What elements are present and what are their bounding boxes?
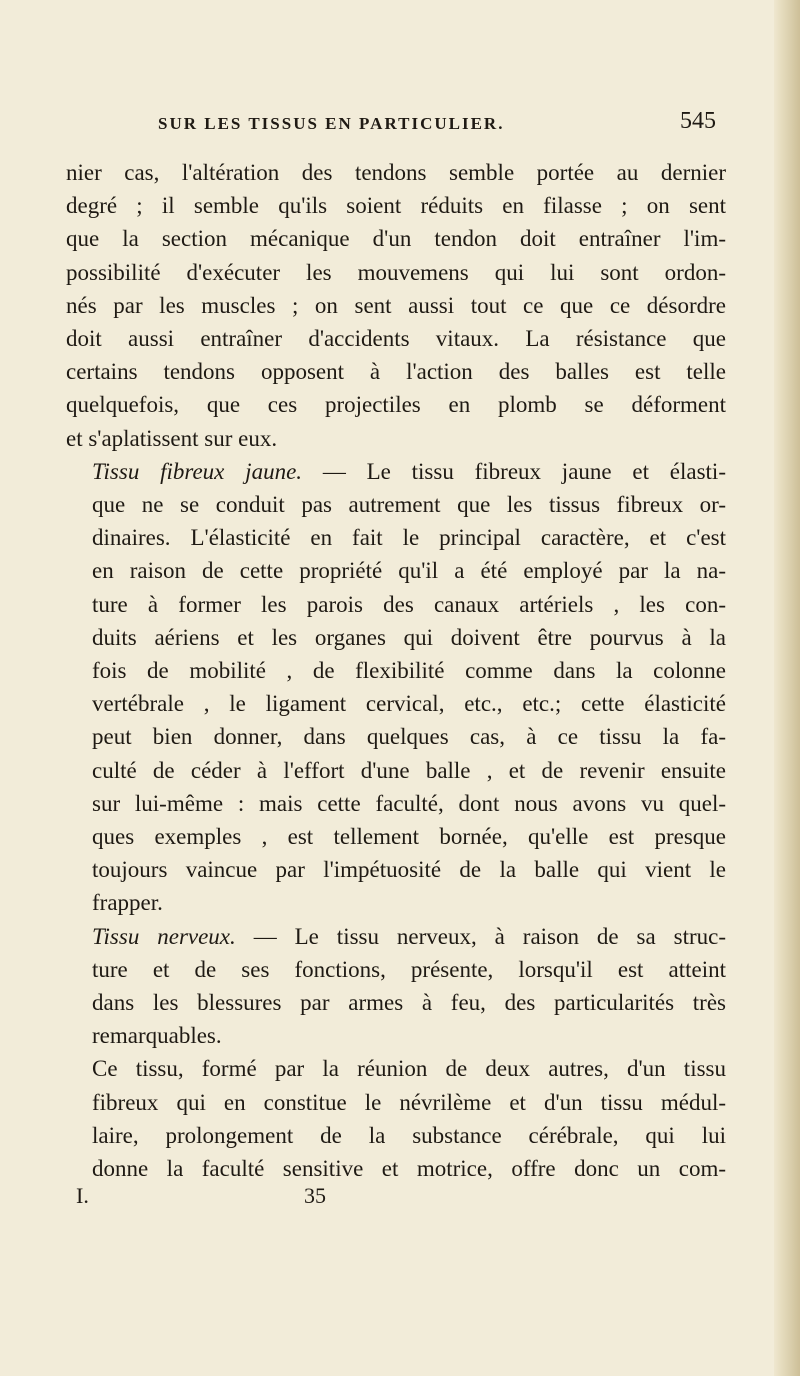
paragraph-tendons	[66, 156, 726, 455]
signature-mark: I.	[76, 1183, 89, 1209]
text-line: nés par les muscles ; on sent aussi tout ce que ce désordre	[66, 292, 726, 318]
paragraph-tissu-nerveux	[66, 920, 726, 1053]
text-line: quelquefois, que ces projectiles en plomb se déforment	[66, 392, 726, 418]
text-line: nier cas, l'altération des tendons semble portée au dernier	[66, 160, 726, 185]
page-number: 545	[680, 108, 716, 134]
text-line: toujours vaincue par l'impétuosité de la balle qui vient le	[92, 857, 726, 883]
paragraph-tissu-fibreux-jaune	[66, 455, 726, 920]
paragraph-ce-tissu	[66, 1052, 726, 1185]
page-edge	[774, 0, 800, 1376]
text-line: remarquables.	[92, 1023, 222, 1049]
text-line: possibilité d'exécuter les mouvemens qui lui sont ordon-	[66, 259, 726, 285]
text-line: duits aériens et les organes qui doivent être pourvus à la	[92, 624, 726, 650]
running-head-title: SUR LES TISSUS EN PARTICULIER.	[158, 114, 505, 133]
body-text	[66, 156, 726, 1185]
text-line: sur lui-même : mais cette faculté, dont nous avons vu quel-	[92, 790, 726, 816]
section-heading: Tissu nerveux.	[92, 923, 236, 949]
text-line: que la section mécanique d'un tendon doit entraîner l'im-	[66, 226, 726, 252]
text-line: dinaires. L'élasticité en fait le principal caractère, et c'est	[92, 525, 726, 551]
book-page	[66, 108, 726, 1217]
text-line: vertébrale , le ligament cervical, etc., etc.; cette élasticité	[92, 691, 726, 717]
text-line: ture et de ses fonctions, présente, lorsqu'il est atteint	[92, 956, 726, 982]
text-line: que ne se conduit pas autrement que les tissus fibreux or-	[92, 492, 726, 518]
text-line: fibreux qui en constitue le névrilème et d'un tissu médul-	[92, 1089, 726, 1115]
text-line	[66, 455, 726, 488]
sheet-number: 35	[304, 1183, 326, 1209]
text-line: frapper.	[92, 890, 163, 916]
text-fragment: — Le tissu nerveux, à raison de sa struc-	[235, 923, 726, 949]
text-line: donne la faculté sensitive et motrice, offre donc un com-	[92, 1156, 726, 1182]
text-line: fois de mobilité , de flexibilité comme dans la colonne	[92, 658, 726, 684]
text-line: peut bien donner, dans quelques cas, à ce tissu la fa-	[92, 724, 726, 750]
text-line: ques exemples , est tellement bornée, qu'elle est presque	[92, 824, 726, 850]
text-line: culté de céder à l'effort d'une balle , et de revenir ensuite	[92, 757, 726, 783]
text-line: Ce tissu, formé par la réunion de deux autres, d'un tissu	[92, 1056, 726, 1082]
text-line: certains tendons opposent à l'action des balles est telle	[66, 359, 726, 385]
text-line	[66, 920, 726, 953]
text-line: dans les blessures par armes à feu, des particularités très	[92, 990, 726, 1016]
running-head	[66, 108, 726, 148]
text-line: degré ; il semble qu'ils soient réduits en filasse ; on sent	[66, 193, 726, 219]
text-fragment: — Le tissu fibreux jaune et élasti-	[302, 458, 726, 484]
section-heading: Tissu fibreux jaune.	[92, 458, 303, 484]
text-line: ture à former les parois des canaux artériels , les con-	[92, 591, 726, 617]
text-line: et s'aplatissent sur eux.	[66, 425, 278, 451]
page-footer	[66, 1183, 726, 1217]
text-line: doit aussi entraîner d'accidents vitaux. La résistance que	[66, 326, 726, 352]
text-line: en raison de cette propriété qu'il a été employé par la na-	[92, 558, 726, 584]
text-line: laire, prolongement de la substance cérébrale, qui lui	[92, 1122, 726, 1148]
